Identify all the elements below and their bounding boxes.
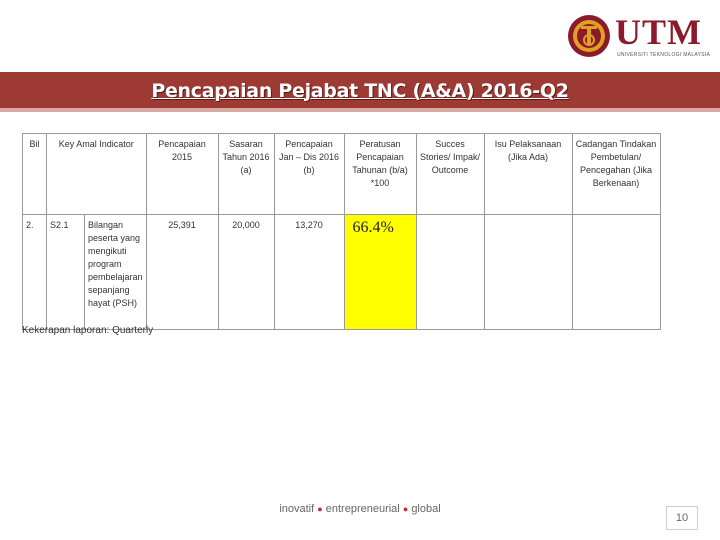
header-bil: Bil [23,134,47,215]
cell-isu [484,215,572,330]
header-peratusan: Peratusan Pencapaian Tahunan (b/a) *100 [344,134,416,215]
cell-pencapaian-2015: 25,391 [146,215,218,330]
bullet-dot-icon: ● [317,504,323,514]
cell-peratusan: 66.4% [344,215,416,330]
utm-seal-icon [567,14,611,58]
table-header-row [23,134,661,215]
tagline-word-3: global [411,503,441,515]
header-success-stories: Succes Stories/ Impak/ Outcome [416,134,484,215]
frequency-note: Kekerapan laporan: Quarterly [22,325,154,336]
footer-tagline [0,503,720,515]
utm-logo [565,12,715,64]
cell-desc: Bilangan peserta yang mengikuti program pembelajaran sepanjang hayat (PSH) [85,215,147,330]
cell-success-stories [416,215,484,330]
cell-cadangan [572,215,660,330]
table-row [23,215,661,330]
header-isu: Isu Pelaksanaan (Jika Ada) [484,134,572,215]
header-pencapaian-2015: Pencapaian 2015 [146,134,218,215]
tagline-word-1: inovatif [279,503,315,515]
cell-bil: 2. [23,215,47,330]
cell-pencapaian-jan-dis: 13,270 [274,215,344,330]
header-kai: Key Amal Indicator [47,134,147,215]
bullet-dot-icon: ● [402,504,409,514]
header-cadangan: Cadangan Tindakan Pembetulan/ Pencegahan (Jika Berkenaan) [572,134,660,215]
kpi-table [22,133,661,330]
cell-code: S2.1 [47,215,85,330]
header-pencapaian-jan-dis: Pencapaian Jan – Dis 2016 (b) [274,134,344,215]
logo-subtext: UNIVERSITI TEKNOLOGI MALAYSIA [617,52,711,58]
cell-sasaran: 20,000 [218,215,274,330]
logo-wordmark: UTM [615,12,702,52]
tagline-word-2: entrepreneurial [325,503,400,515]
header-sasaran: Sasaran Tahun 2016 (a) [218,134,274,215]
page-number: 10 [666,506,698,530]
slide-title: Pencapaian Pejabat TNC (A&A) 2016-Q2 [151,80,569,102]
